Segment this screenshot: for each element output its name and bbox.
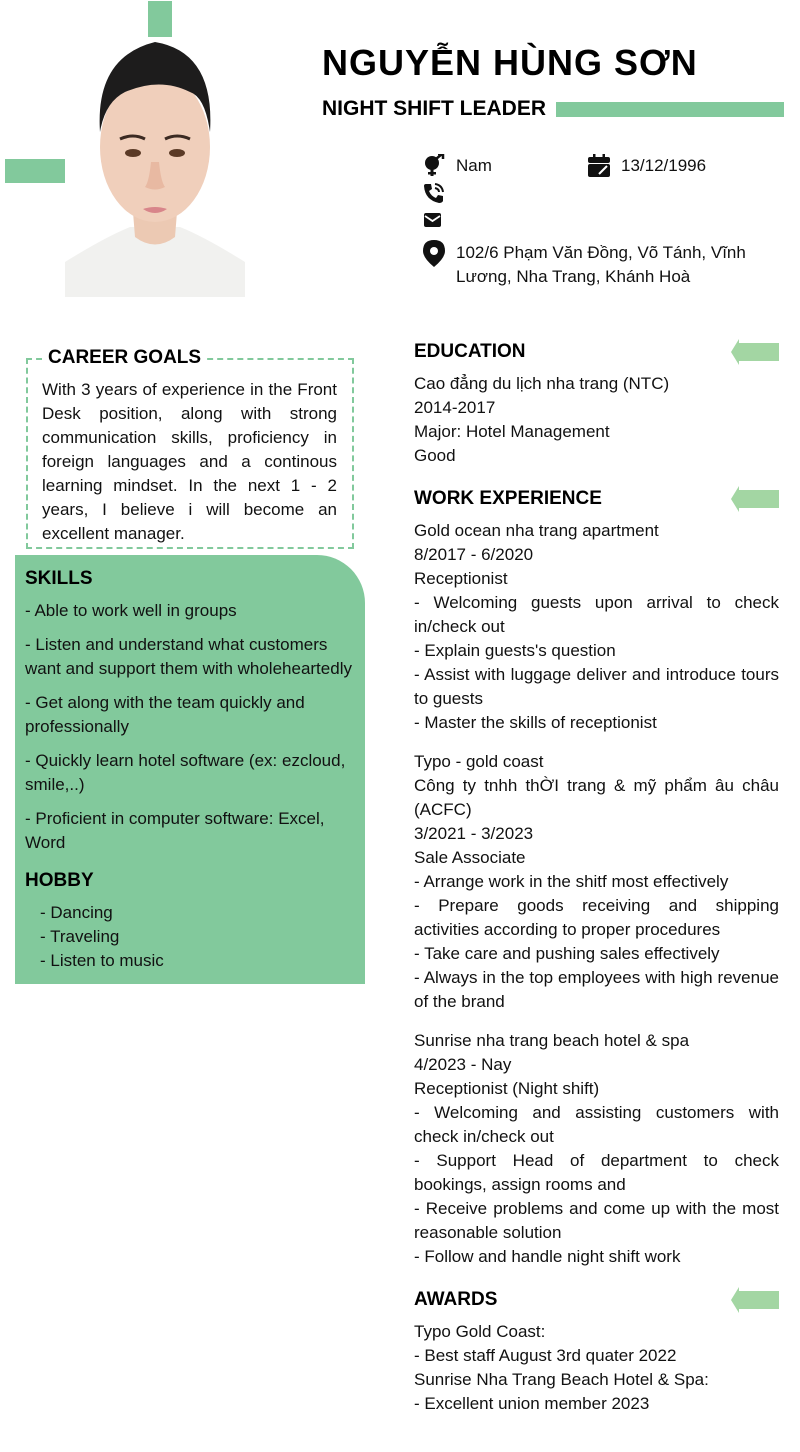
work-experience-title: WORK EXPERIENCE [414,488,602,509]
decor-bar-top [148,1,172,37]
job-company: Typo - gold coast [414,752,544,771]
hobby-item: - Traveling [40,927,120,946]
job-company: Sunrise nha trang beach hotel & spa [414,1031,690,1050]
job-period: 3/2021 - 3/2023 [414,824,534,843]
envelope-icon [422,208,446,232]
contact-address [422,241,762,289]
awards-block [414,1320,779,1416]
career-goals-title: CAREER GOALS [42,347,207,369]
hobby-item: - Dancing [40,903,113,922]
education-period: 2014-2017 [414,398,496,417]
job-duty: - Arrange work in the shitf most effectively [414,872,729,891]
address-value: 102/6 Phạm Văn Đồng, Võ Tánh, Vĩnh Lương, Nha Trang, Khánh Hoà [456,243,746,286]
job-period: 4/2023 - Nay [414,1055,512,1074]
birthday-value: 13/12/1996 [621,156,707,175]
job-duty: - Master the skills of receptionist [414,713,657,732]
job-entry [414,519,779,735]
job-duty: - Assist with luggage deliver and introduce tours to guests [414,665,779,708]
hobby-title: HOBBY [25,870,94,891]
job-duty: - Explain guests's question [414,641,616,660]
job-position: Receptionist (Night shift) [414,1079,600,1098]
education-school: Cao đẳng du lịch nha trang (NTC) [414,374,670,393]
arrow-left-icon [731,1287,779,1313]
job-entry [414,750,779,1014]
award-line: Typo Gold Coast: [414,1322,546,1341]
arrow-left-icon [731,486,779,512]
candidate-name: NGUYỄN HÙNG SƠN [322,42,698,83]
arrow-left-icon [731,339,779,365]
phone-icon [422,181,446,205]
job-duty: - Prepare goods receiving and shipping activities according to proper procedures [414,896,779,939]
hobby-item: - Listen to music [40,951,164,970]
contact-phone [422,181,456,205]
portrait-image [65,37,245,297]
profile-photo [65,37,245,297]
job-duty: - Receive problems and come up with the most reasonable solution [414,1199,779,1242]
gender-value: Nam [456,156,492,175]
skill-item: - Quickly learn hotel software (ex: ezcloud, smile,..) [25,751,346,794]
calendar-icon [587,154,611,178]
job-duty: - Follow and handle night shift work [414,1247,681,1266]
awards-title: AWARDS [414,1289,498,1310]
education-title: EDUCATION [414,341,526,362]
education-block [414,372,779,468]
map-pin-icon [422,241,446,265]
job-position: Receptionist [414,569,508,588]
award-line: Sunrise Nha Trang Beach Hotel & Spa: [414,1370,709,1389]
education-grade: Good [414,446,456,465]
job-subcompany: Công ty tnhh thỜI trang & mỹ phẩm âu châu (ACFC) [414,776,779,819]
job-entry [414,1029,779,1269]
award-line: - Excellent union member 2023 [414,1394,650,1413]
award-line: - Best staff August 3rd quater 2022 [414,1346,677,1365]
job-title-row [322,97,784,121]
contact-email [422,208,456,232]
education-major: Major: Hotel Management [414,422,610,441]
job-position: Sale Associate [414,848,526,867]
job-duty: - Always in the top employees with high revenue of the brand [414,968,779,1011]
contact-birthday [587,154,706,178]
skill-item: - Proficient in computer software: Excel, Word [25,809,325,852]
job-duty: - Take care and pushing sales effectively [414,944,720,963]
job-duty: - Support Head of department to check bookings, assign rooms and [414,1151,779,1194]
gender-icon [422,154,446,178]
skill-item: - Able to work well in groups [25,601,237,620]
job-duty: - Welcoming and assisting customers with check in/check out [414,1103,779,1146]
decor-bar-left [5,159,65,183]
career-goals-text: With 3 years of experience in the Front Desk position, along with strong communication skills, proficiency in foreign languages and a continous learning mindset. In the next 1 - 2 years, I believe i will become an excellent manager. [42,380,337,543]
skills-title: SKILLS [25,568,93,589]
job-company: Gold ocean nha trang apartment [414,521,659,540]
skill-item: - Listen and understand what customers want and support them with wholeheartedly [25,635,352,678]
skill-item: - Get along with the team quickly and professionally [25,693,305,736]
job-period: 8/2017 - 6/2020 [414,545,534,564]
job-title: NIGHT SHIFT LEADER [322,97,546,120]
job-title-accent-bar [556,102,784,117]
job-duty: - Welcoming guests upon arrival to check in/check out [414,593,779,636]
contact-gender [422,154,492,178]
